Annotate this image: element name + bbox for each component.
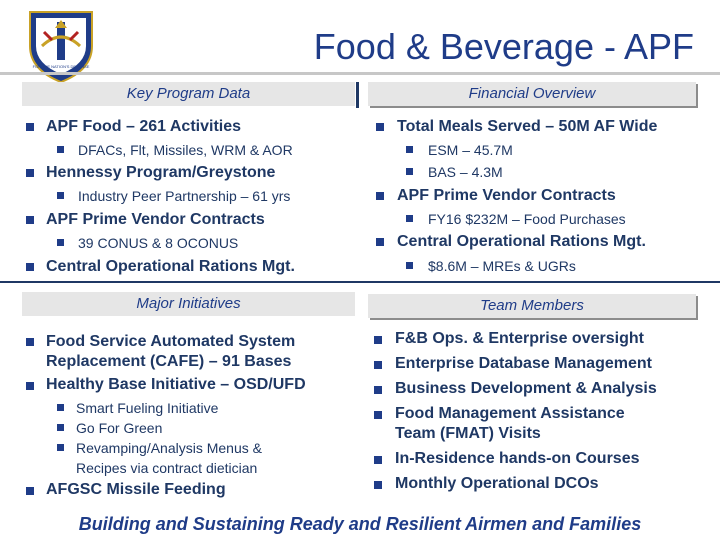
bullet-icon <box>376 192 384 200</box>
bullet-icon <box>374 456 382 464</box>
bullet-icon <box>57 404 64 411</box>
bullet-icon <box>374 386 382 394</box>
bullet-icon <box>374 411 382 419</box>
bullet-icon <box>26 382 34 390</box>
mi-item-1 <box>46 332 351 372</box>
mi-item-2-sub-1: Smart Fueling Initiative <box>76 400 219 416</box>
mi-item-2-sub-3-cont: Recipes via contract dietician <box>76 460 258 476</box>
tm-item-1: F&B Ops. & Enterprise oversight <box>395 330 644 347</box>
bullet-icon <box>26 487 34 495</box>
team-members-header: Team Members <box>368 294 696 318</box>
horizontal-divider <box>0 281 720 283</box>
mi-item-2: Healthy Base Initiative – OSD/UFD <box>46 376 306 393</box>
fin-item-3: Central Operational Rations Mgt. <box>397 233 646 250</box>
bullet-icon <box>406 146 413 153</box>
slide-title: Food & Beverage - APF <box>313 26 694 67</box>
tm-item-2: Enterprise Database Management <box>395 355 652 372</box>
bullet-icon <box>26 123 34 131</box>
key-program-data-header: Key Program Data <box>22 82 355 106</box>
financial-overview-header: Financial Overview <box>368 82 696 106</box>
fin-item-3-sub: $8.6M – MREs & UGRs <box>428 258 576 274</box>
mi-item-1-line-1: Food Service Automated System <box>46 333 296 350</box>
fin-item-1-sub-2: BAS – 4.3M <box>428 164 503 180</box>
bullet-icon <box>57 192 64 199</box>
bullet-icon <box>406 168 413 175</box>
bullet-icon <box>57 424 64 431</box>
title-rule <box>0 72 720 75</box>
bullet-icon <box>376 123 384 131</box>
kpd-item-3-sub: 39 CONUS & 8 OCONUS <box>78 235 239 251</box>
tm-item-6: Monthly Operational DCOs <box>395 475 599 492</box>
tm-item-5: In-Residence hands-on Courses <box>395 450 640 467</box>
major-initiatives-header: Major Initiatives <box>22 292 355 316</box>
mi-item-3: AFGSC Missile Feeding <box>46 481 226 498</box>
bullet-icon <box>406 215 413 222</box>
kpd-item-1: APF Food – 261 Activities <box>46 118 242 135</box>
emblem-motto: FOR THE NATION'S DEFENSE <box>32 64 90 69</box>
fin-item-2: APF Prime Vendor Contracts <box>397 187 616 204</box>
fin-item-1: Total Meals Served – 50M AF Wide <box>397 118 658 135</box>
kpd-item-1-sub: DFACs, Flt, Missiles, WRM & AOR <box>78 142 293 158</box>
bullet-icon <box>26 216 34 224</box>
vertical-divider-top <box>356 82 359 108</box>
bullet-icon <box>26 169 34 177</box>
kpd-item-3: APF Prime Vendor Contracts <box>46 211 265 228</box>
bullet-icon <box>57 146 64 153</box>
fin-item-1-sub-1: ESM – 45.7M <box>428 142 513 158</box>
bullet-icon <box>26 338 34 346</box>
bullet-icon <box>374 336 382 344</box>
kpd-item-2-sub: Industry Peer Partnership – 61 yrs <box>78 188 291 204</box>
bullet-icon <box>376 238 384 246</box>
tm-item-3: Business Development & Analysis <box>395 380 657 397</box>
bullet-icon <box>374 481 382 489</box>
mi-item-2-sub-2: Go For Green <box>76 420 163 436</box>
bullet-icon <box>57 239 64 246</box>
footer-tagline: Building and Sustaining Ready and Resilient Airmen and Families <box>78 514 642 534</box>
bullet-icon <box>57 444 64 451</box>
bullet-icon <box>26 263 34 271</box>
tm-item-4: Food Management Assistance <box>395 405 625 422</box>
mi-item-1-line-2: Replacement (CAFE) – 91 Bases <box>46 353 292 370</box>
tm-item-4-cont: Team (FMAT) Visits <box>395 425 541 442</box>
mi-item-2-sub-3: Revamping/Analysis Menus & <box>76 440 262 456</box>
kpd-item-2: Hennessy Program/Greystone <box>46 164 276 181</box>
fin-item-2-sub: FY16 $232M – Food Purchases <box>428 211 626 227</box>
bullet-icon <box>374 361 382 369</box>
kpd-item-4: Central Operational Rations Mgt. <box>46 258 295 275</box>
bullet-icon <box>406 262 413 269</box>
